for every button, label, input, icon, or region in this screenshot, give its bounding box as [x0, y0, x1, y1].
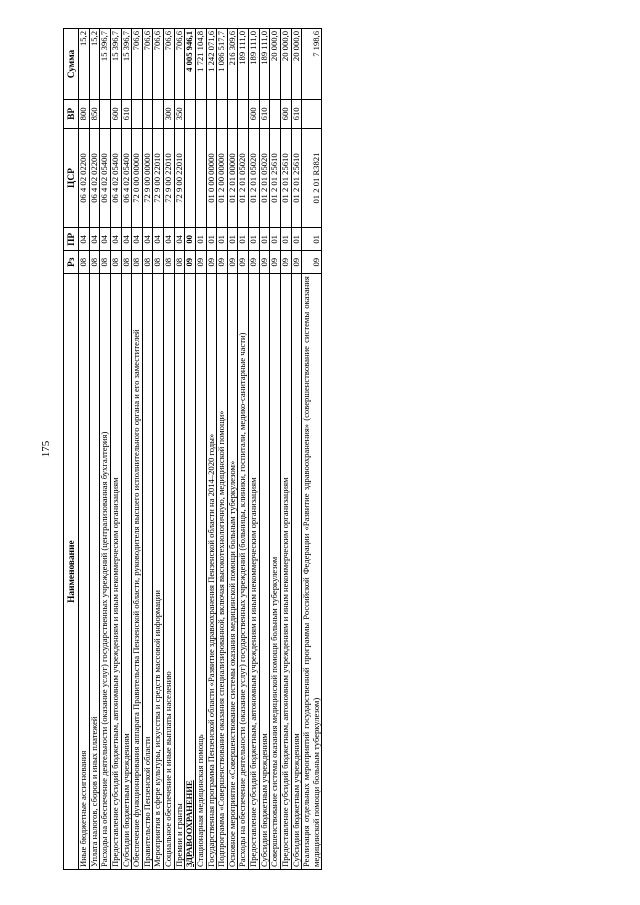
- cell-sum: 216 309,6: [227, 29, 238, 100]
- cell-sum: 15 396,7: [100, 29, 111, 100]
- header-vr: ВР: [64, 100, 79, 129]
- cell-sum: 706,6: [153, 29, 164, 100]
- cell-rz: 08: [164, 251, 175, 274]
- cell-csr: 72 9 00 22010: [174, 128, 185, 228]
- table-row: [89, 29, 100, 870]
- table-row: [238, 29, 249, 870]
- cell-pr: 04: [164, 228, 175, 251]
- cell-csr: 01 2 00 00000: [217, 128, 228, 228]
- table-row: [259, 29, 270, 870]
- cell-vr: [227, 100, 238, 129]
- cell-name: Субсидии бюджетным учреждениям: [259, 274, 270, 870]
- cell-sum: 20 000,0: [270, 29, 281, 100]
- cell-sum: 706,6: [164, 29, 175, 100]
- cell-vr: [132, 100, 143, 129]
- table-row: [121, 29, 132, 870]
- cell-name: Социальное обеспечение и иные выплаты населению: [164, 274, 175, 870]
- cell-rz: 09: [280, 251, 291, 274]
- cell-csr: 72 9 00 00000: [142, 128, 153, 228]
- cell-vr: [206, 100, 217, 129]
- cell-csr: 72 9 00 22010: [164, 128, 175, 228]
- cell-rz: 08: [110, 251, 121, 274]
- cell-pr: 00: [185, 228, 196, 251]
- cell-pr: 01: [206, 228, 217, 251]
- cell-pr: 01: [302, 228, 322, 251]
- cell-vr: [238, 100, 249, 129]
- table-row: [164, 29, 175, 870]
- cell-vr: [270, 100, 281, 129]
- cell-sum: 189 111,0: [238, 29, 249, 100]
- cell-name: Обеспечение функционирования аппарата Правительства Пензенской области, руководителя высшего исполнительного органа и его заместителей: [132, 274, 143, 870]
- cell-name: Совершенствование системы оказания медицинской помощи больным туберкулезом: [270, 274, 281, 870]
- cell-sum: 706,6: [174, 29, 185, 100]
- cell-sum: 15 396,7: [110, 29, 121, 100]
- cell-sum: 4 005 946,1: [185, 29, 196, 100]
- cell-rz: 08: [100, 251, 111, 274]
- cell-rz: 09: [238, 251, 249, 274]
- cell-name: Предоставление субсидий бюджетным, автономным учреждениям и иным некоммерческим организациям: [280, 274, 291, 870]
- cell-vr: [195, 100, 206, 129]
- cell-vr: [142, 100, 153, 129]
- cell-sum: 15,2: [89, 29, 100, 100]
- cell-sum: 20 000,0: [280, 29, 291, 100]
- cell-rz: 09: [302, 251, 322, 274]
- cell-rz: 09: [195, 251, 206, 274]
- table-row: [291, 29, 302, 870]
- table-row: [142, 29, 153, 870]
- table-row: [153, 29, 164, 870]
- cell-pr: 01: [291, 228, 302, 251]
- cell-vr: 800: [79, 100, 90, 129]
- cell-vr: 600: [280, 100, 291, 129]
- cell-vr: 610: [121, 100, 132, 129]
- cell-csr: 72 9 00 22010: [153, 128, 164, 228]
- cell-name: Премии и гранты: [174, 274, 185, 870]
- cell-pr: 04: [153, 228, 164, 251]
- header-rz: Рз: [64, 251, 79, 274]
- table-body: [79, 29, 322, 870]
- cell-name: Расходы на обеспечение деятельности (оказание услуг) государственных учреждений (централизованная бухгалтерия): [100, 274, 111, 870]
- cell-sum: 189 111,0: [259, 29, 270, 100]
- cell-name: Основное мероприятие «Совершенствование системы оказания медицинской помощи больным туберкулезом»: [227, 274, 238, 870]
- header-sum: Сумма: [64, 29, 79, 100]
- cell-vr: [217, 100, 228, 129]
- rotated-page: [40, 28, 618, 870]
- cell-vr: 350: [174, 100, 185, 129]
- cell-pr: 04: [121, 228, 132, 251]
- cell-vr: [100, 100, 111, 129]
- table-row: [270, 29, 281, 870]
- cell-sum: 706,6: [142, 29, 153, 100]
- table-row: [185, 29, 196, 870]
- cell-name: ЗДРАВООХРАНЕНИЕ: [185, 274, 196, 870]
- cell-pr: 04: [174, 228, 185, 251]
- cell-name: Мероприятия в сфере культуры, искусства и средств массовой информации: [153, 274, 164, 870]
- cell-name: Иные бюджетные ассигнования: [79, 274, 90, 870]
- cell-csr: 01 2 01 25610: [291, 128, 302, 228]
- table-row: [227, 29, 238, 870]
- cell-csr: 01 2 01 05020: [259, 128, 270, 228]
- cell-vr: 610: [259, 100, 270, 129]
- cell-vr: [185, 100, 196, 129]
- cell-sum: 20 000,0: [291, 29, 302, 100]
- cell-rz: 09: [185, 251, 196, 274]
- table-row: [280, 29, 291, 870]
- cell-rz: 09: [270, 251, 281, 274]
- cell-vr: [302, 100, 322, 129]
- cell-pr: 01: [227, 228, 238, 251]
- cell-pr: 04: [142, 228, 153, 251]
- cell-name: Подпрограмма «Совершенствование оказания специализированной, включая высокотехнологичную, медицинской помощи»: [217, 274, 228, 870]
- cell-sum: 1 721 104,8: [195, 29, 206, 100]
- cell-sum: 15 396,7: [121, 29, 132, 100]
- cell-rz: 08: [142, 251, 153, 274]
- cell-name: Субсидии бюджетным учреждениям: [121, 274, 132, 870]
- cell-pr: 04: [89, 228, 100, 251]
- cell-sum: 15,2: [79, 29, 90, 100]
- cell-name: Государственная программа Пензенской области «Развитие здравоохранения Пензенской области на 2014–2020 годы»: [206, 274, 217, 870]
- cell-sum: 189 111,0: [249, 29, 260, 100]
- table-row: [79, 29, 90, 870]
- cell-csr: 01 2 01 05020: [249, 128, 260, 228]
- cell-csr: [185, 128, 196, 228]
- table-row: [217, 29, 228, 870]
- cell-rz: 08: [174, 251, 185, 274]
- cell-sum: 1 086 517,7: [217, 29, 228, 100]
- table-row: [100, 29, 111, 870]
- cell-name: Уплата налогов, сборов и иных платежей: [89, 274, 100, 870]
- cell-rz: 09: [227, 251, 238, 274]
- cell-csr: 01 2 01 25610: [270, 128, 281, 228]
- cell-csr: 72 0 00 00000: [132, 128, 143, 228]
- cell-rz: 09: [217, 251, 228, 274]
- cell-csr: [195, 128, 206, 228]
- header-pr: ПР: [64, 228, 79, 251]
- budget-table: [63, 28, 322, 870]
- cell-pr: 01: [270, 228, 281, 251]
- cell-pr: 01: [217, 228, 228, 251]
- cell-rz: 08: [89, 251, 100, 274]
- cell-name: Расходы на обеспечение деятельности (оказание услуг) государственных учреждений (больницы, клиники, госпитали, медико-санитарные части): [238, 274, 249, 870]
- cell-sum: 1 242 071,6: [206, 29, 217, 100]
- cell-vr: 600: [249, 100, 260, 129]
- cell-pr: 01: [259, 228, 270, 251]
- table-row: [195, 29, 206, 870]
- cell-rz: 08: [153, 251, 164, 274]
- cell-sum: 7 198,6: [302, 29, 322, 100]
- cell-pr: 01: [238, 228, 249, 251]
- header-csr: ЦСР: [64, 128, 79, 228]
- cell-vr: 850: [89, 100, 100, 129]
- cell-rz: 09: [259, 251, 270, 274]
- cell-csr: 01 2 01 R3821: [302, 128, 322, 228]
- cell-csr: 01 2 01 00000: [227, 128, 238, 228]
- page-number: 175: [40, 440, 52, 458]
- cell-rz: 09: [249, 251, 260, 274]
- cell-name: Правительство Пензенской области: [142, 274, 153, 870]
- table-header-row: [64, 29, 79, 870]
- cell-rz: 08: [79, 251, 90, 274]
- cell-sum: 706,6: [132, 29, 143, 100]
- cell-csr: 01 2 01 05020: [238, 128, 249, 228]
- table-row: [174, 29, 185, 870]
- table-row: [110, 29, 121, 870]
- table-row: [302, 29, 322, 870]
- cell-rz: 08: [132, 251, 143, 274]
- cell-pr: 04: [132, 228, 143, 251]
- cell-pr: 01: [195, 228, 206, 251]
- cell-vr: [153, 100, 164, 129]
- cell-pr: 01: [249, 228, 260, 251]
- cell-csr: 06 4 02 05400: [110, 128, 121, 228]
- cell-rz: 09: [291, 251, 302, 274]
- cell-vr: 300: [164, 100, 175, 129]
- cell-csr: 01 0 00 00000: [206, 128, 217, 228]
- header-name: Наименование: [64, 274, 79, 870]
- cell-vr: 600: [110, 100, 121, 129]
- cell-csr: 06 4 02 05400: [121, 128, 132, 228]
- cell-pr: 04: [79, 228, 90, 251]
- cell-name: Стационарная медицинская помощь: [195, 274, 206, 870]
- cell-csr: 06 4 02 02200: [79, 128, 90, 228]
- cell-csr: 06 4 02 05400: [100, 128, 111, 228]
- cell-name: Реализация отдельных мероприятий государственной программы Российской Федерации «Развитие здравоохранения» (совершенствование системы оказания медицинской помощи больным туберкулезом): [302, 274, 322, 870]
- cell-rz: 09: [206, 251, 217, 274]
- cell-rz: 08: [121, 251, 132, 274]
- table-row: [206, 29, 217, 870]
- cell-name: Предоставление субсидий бюджетным, автономным учреждениям и иным некоммерческим организациям: [110, 274, 121, 870]
- cell-csr: 01 2 01 25610: [280, 128, 291, 228]
- cell-name: Субсидии бюджетным учреждениям: [291, 274, 302, 870]
- cell-vr: 610: [291, 100, 302, 129]
- cell-name: Предоставление субсидий бюджетным, автономным учреждениям и иным некоммерческим организациям: [249, 274, 260, 870]
- table-row: [132, 29, 143, 870]
- cell-csr: 06 4 02 02200: [89, 128, 100, 228]
- table-row: [249, 29, 260, 870]
- cell-pr: 04: [110, 228, 121, 251]
- cell-pr: 04: [100, 228, 111, 251]
- cell-pr: 01: [280, 228, 291, 251]
